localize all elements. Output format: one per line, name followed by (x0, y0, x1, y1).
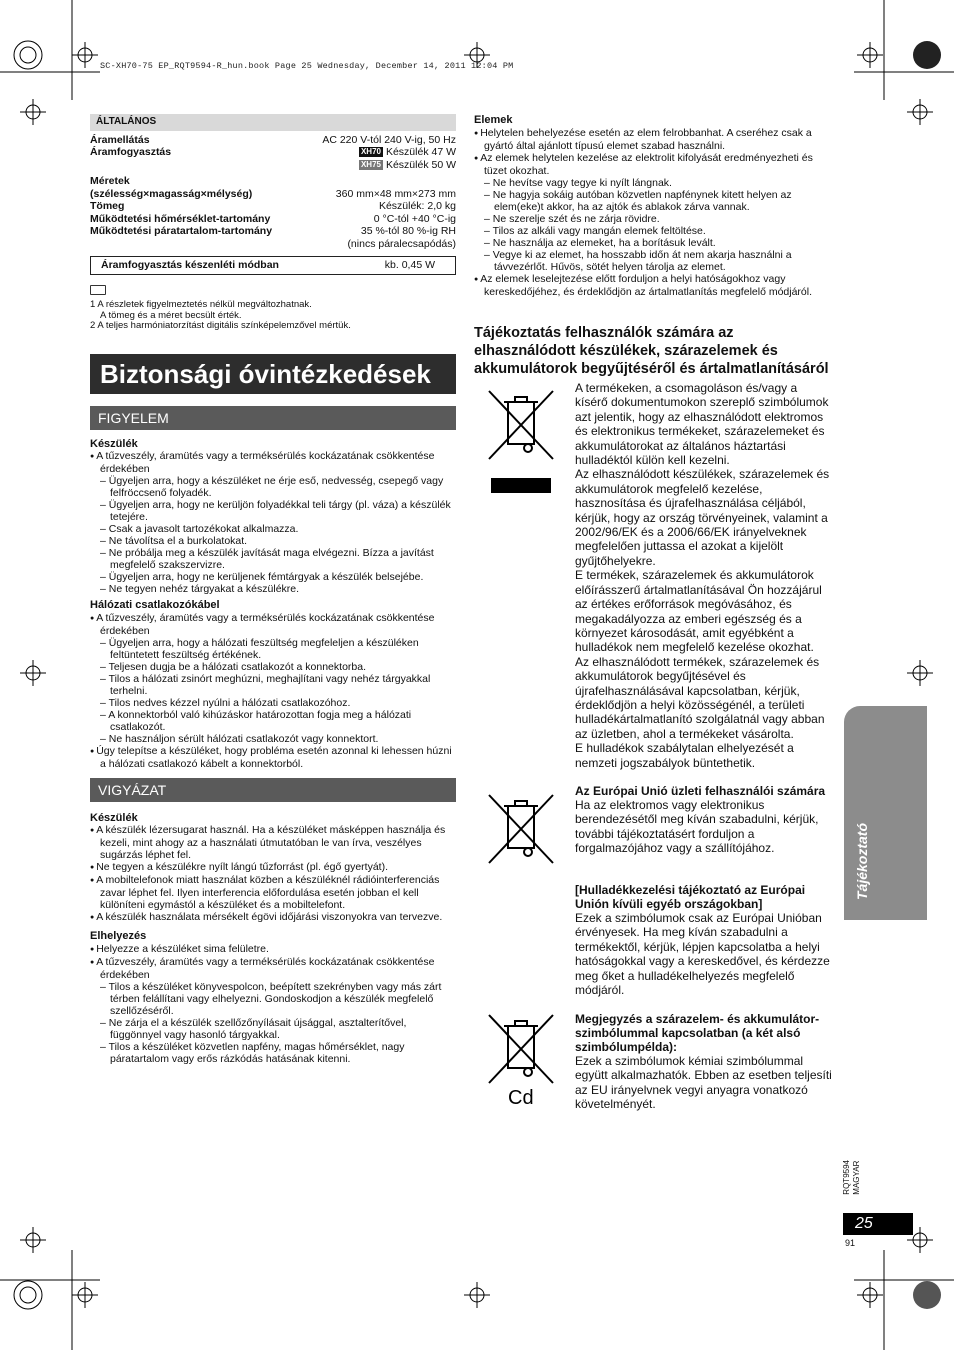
spec-value: 360 mm×48 mm×273 mm (335, 187, 456, 200)
spec-row (90, 238, 456, 251)
dash-item: – Ügyeljen arra, hogy ne kerüljön folyadékkal teli tárgy (pl. váza) a készülék tetejére. (90, 499, 456, 523)
warning-list-cable (90, 612, 456, 770)
caution-list-placement (90, 943, 456, 1065)
left-column (90, 114, 456, 1065)
spec-value: 0 °C-tól +40 °C-ig (373, 212, 456, 225)
dash-item: – Tilos a készüléket könyvespolcon, beépített szekrényben vagy más zárt térben felállítani vagy elhelyezni. Gondoskodjon a készülék megfelelő szellőzéséről. (90, 981, 456, 1017)
spec-row (90, 225, 456, 238)
dash-item: – Tilos a hálózati zsinórt meghúzni, meghajlítani vagy nehéz tárgyakkal terhelni. (90, 673, 456, 697)
spec-notes (90, 285, 456, 332)
dash-item: – Ügyeljen arra, hogy a készüléket ne érje eső, nedvesség, csepegő vagy felfröccsenő folyadék. (90, 475, 456, 499)
subheading: Elhelyezés (90, 930, 147, 942)
bullet-item: ● Úgy telepítse a készüléket, hogy probléma esetén azonnal ki lehessen húzni a hálózati csatlakozó kábelt a konnektorból. (90, 745, 456, 770)
bullet-item: ● Helyezze a készüléket sima felületre. (90, 943, 456, 956)
spec-row-power (90, 146, 456, 171)
book-icon (90, 285, 106, 295)
spec-value: 35 %-tól 80 %-ig RH (360, 225, 456, 237)
spec-value: (nincs páralecsapódás) (347, 237, 456, 250)
dash-item: – Vegye ki az elemet, ha hosszabb időn át nem akarja használni a távvezérlőt. Hűvös, sötét helyen tárolja az elemet. (474, 249, 836, 273)
spec-value-power (359, 146, 456, 171)
side-tab-label: Tájékoztató (854, 822, 870, 900)
dash-item: – Ügyeljen arra, hogy ne kerüljenek fémtárgyak a készülék belsejébe. (90, 571, 456, 583)
note-line: A tömeg és a méret becsült érték. (90, 309, 242, 321)
spec-key: Működtetési páratartalom-tartomány (90, 225, 273, 237)
dash-item: – Teljesen dugja be a hálózati csatlakozót a konnektorba. (90, 661, 456, 673)
spec-row (90, 213, 456, 226)
bullet-item: ● Ne tegyen a készülékre nyílt lángú tűzforrást (pl. égő gyertyát). (90, 861, 456, 874)
dash-item: – Ne tegyen nehéz tárgyakat a készülékre. (90, 583, 456, 595)
xh75-badge: XH75 (360, 159, 381, 169)
block-title: Az Európai Unió üzleti felhasználói számára (575, 784, 826, 798)
dash-item: – Ügyeljen arra, hogy a hálózati feszültség megfeleljen a készüléken feltüntetett feszültség értékének. (90, 637, 456, 661)
note-line: 2 A teljes harmóniatorzítást digitális színképelemzővel mértük. (90, 320, 351, 331)
block-title: [Hulladékkezelési tájékoztató az Európai Unión kívüli egyéb országokban] (575, 883, 806, 911)
crossed-bin-cd-icon (486, 1012, 556, 1112)
non-eu-block (575, 883, 833, 997)
spec-key: Méretek (90, 175, 130, 187)
right-column (474, 114, 836, 378)
bullet-item: ● A tűzveszély, áramütés vagy a terméksérülés kockázatának csökkentése érdekében (90, 612, 456, 637)
dash-item: – Ne hevítse vagy tegye ki nyílt lángnak. (474, 177, 836, 189)
warning-heading: FIGYELEM (90, 406, 456, 430)
eu-business-block (575, 784, 833, 856)
caution-heading: VIGYÁZAT (90, 778, 456, 802)
spec-value: Készülék 50 W (385, 158, 456, 171)
bullet-item: ● A tűzveszély, áramütés vagy a terméksérülés kockázatának csökkentése érdekében (90, 956, 456, 981)
code: RQT9594 (842, 1160, 851, 1195)
warning-list-device (90, 450, 456, 595)
spec-row (90, 175, 456, 188)
spec-key: Működtetési hőmérséklet-tartomány (90, 212, 271, 225)
dash-item: – Csak a javasolt tartozékokat alkalmazza. (90, 523, 456, 535)
block-text: Ezek a szimbólumok kémiai szimbólummal együtt alkalmazhatók. Ebben az esetben teljesíti az EU irányelvnek vegyi anyagra vonatkozó követelményét. (575, 1054, 832, 1112)
battery-symbol-block (575, 1012, 833, 1112)
xh70-badge: XH70 (360, 147, 381, 156)
standby-power-box (90, 256, 456, 275)
spec-row (90, 200, 456, 213)
block-text: Ha az elektromos vagy elektronikus berendezésétől meg kíván szabadulni, kérjük, további tájékoztatásért forduljon a forgalmazójához vagy a szállítójához. (575, 798, 819, 856)
batteries-heading: Elemek (474, 114, 513, 126)
bullet-item: ● Az elemek leselejtezése előtt forduljon a helyi hatóságokhoz vagy kereskedőjéhez, és érdeklődjön az ártalmatlanítás megfelelő módjáról. (474, 273, 836, 298)
spec-row (90, 134, 456, 147)
spec-value: kb. 0,45 W (384, 259, 435, 271)
spec-key: Áramfogyasztás (90, 146, 172, 158)
page-title: Biztonsági óvintézkedések (90, 354, 456, 394)
recycling-text: A termékeken, a csomagoláson és/vagy a kísérő dokumentumokon szereplő szimbólumok azt jelentik, hogy az elhasználódott elektromos és elektronikus termékeket, szárazelemeket és akkumulátorokat az általános háztartási hulladéktól külön kell kezelni. Az elhasználódott készülékek, szárazelemek és akkumulátorok megfelelő kezelése, hasznosítása és újrafelhasználása céljából, kérjük, hogy az ország törvényeinek, valamint a 2002/96/EK és a 2006/66/EK irányelveknek megfelelően juttassa el azokat a kijelölt gyűjtőhelyekre. E termékek, szárazelemek és akkumulátorok előírásszerű ártalmatlanításával Ön hozzájárul az értékes erőforrások megóvásához, és megakadályozza az emberi egészség és a környezet károsodását, amit egyébként a hulladékok nem megfelelő kezelése okozhat. Az elhasználódott termékek, szárazelemek és akkumulátorok begyűjtésével és újrafelhasználásával kapcsolatban, kérjük, érdeklődjön a helyi közösségénél, a területi hulladékártalmatlanító szolgálatnál vagy abban az üzletben, ahol a termékeket vásárolta. E hulladékok szabálytalan elhelyezését a nemzeti jogszabályok büntethetik. (575, 381, 830, 770)
spec-key: (szélesség×magasság×mélység) (90, 187, 253, 200)
dash-item: – Tilos nedves kézzel nyúlni a hálózati csatlakozóhoz. (90, 697, 456, 709)
block-title: Megjegyzés a szárazelem- és akkumulátor-szimbólummal kapcsolatban (a két alsó szimbólumpélda): (575, 1012, 820, 1054)
subheading: Készülék (90, 437, 138, 450)
language: MAGYAR (852, 1160, 861, 1195)
note-line: 1 A részletek figyelmeztetés nélkül megváltozhatnak. (90, 299, 312, 310)
spec-section-title: ÁLTALÁNOS (90, 114, 456, 131)
dash-item: – Tilos az alkáli vagy mangán elemek feltöltése. (474, 225, 836, 237)
dash-item: – Ne próbálja meg a készülék javítását maga elvégezni. Bízza a javítást megfelelő szakszervizre. (90, 547, 456, 571)
underbar (491, 478, 551, 493)
bullet-item: ● Helytelen behelyezése esetén az elem felrobbanhat. A cseréhez csak a gyártó által ajánlott típusú elemet szabad használni. (474, 127, 836, 152)
batteries-list (474, 127, 836, 298)
spec-value: AC 220 V-tól 240 V-ig, 50 Hz (322, 133, 456, 146)
recycling-heading: Tájékoztatás felhasználók számára az elhasználódott készülékek, szárazelemek és akkumulátorok begyűjtéséről és ártalmatlanításáról (474, 324, 829, 377)
dash-item: – Ne szerelje szét és ne zárja rövidre. (474, 213, 836, 225)
dash-item: – Ne távolítsa el a burkolatokat. (90, 535, 456, 547)
bullet-item: ● A készülék használata mérsékelt égövi időjárási viszonyokra van tervezve. (90, 911, 456, 924)
spec-key: Tömeg (90, 200, 125, 212)
subheading: Készülék (90, 811, 138, 824)
dash-item: – A konnektorból való kihúzáskor határozottan fogja meg a hálózati csatlakozót. (90, 709, 456, 733)
cd-label: Cd (508, 1087, 534, 1109)
spec-row (90, 188, 456, 201)
dash-item: – Ne zárja el a készülék szellőzőnyílásait újsággal, asztalterítővel, függönnyel vagy hasonló tárgyakkal. (90, 1017, 456, 1041)
spec-key: Áramellátás (90, 133, 150, 146)
dash-item: – Ne hagyja sokáig autóban közvetlen napfénynek kitett helyen az elem(eke)t akkor, ha az ajtók és ablakok zárva vannak. (474, 189, 836, 213)
bullet-item: ● A tűzveszély, áramütés vagy a terméksérülés kockázatának csökkentése érdekében (90, 450, 456, 475)
file-header: SC-XH70-75 EP_RQT9594-R_hun.book Page 25 Wednesday, December 14, 2011 12:04 PM (100, 61, 514, 71)
crossed-bin-icon (486, 388, 556, 462)
block-text: Ezek a szimbólumok csak az Európai Unióban érvényesek. Ha meg kíván szabadulni a termékektől, kérjük, lépjen kapcsolatba a helyi hatóságokkal vagy a kereskedővel, és kérdezze meg őket a hulladékelhelyezés megfelelő módjáról. (575, 911, 830, 998)
caution-list-device (90, 824, 456, 924)
sub-page-number: 91 (845, 1238, 856, 1248)
dash-item: – Ne használjon sérült hálózati csatlakozót vagy konnektort. (90, 733, 456, 745)
spec-value: Készülék 47 W (385, 146, 456, 158)
page-number: 25 (843, 1213, 913, 1235)
spec-value: Készülék: 2,0 kg (378, 200, 456, 212)
document-code (842, 1160, 862, 1195)
bullet-item: ● Az elemek helytelen kezelése az elektrolit kifolyását eredményezheti és tüzet okozhat. (474, 152, 836, 177)
subheading: Hálózati csatlakozókábel (90, 599, 220, 611)
crossed-bin-icon (486, 792, 556, 866)
bullet-item: ● A készülék lézersugarat használ. Ha a készüléket másképpen használja és kezeli, mint ahogy az a használati útmutatóban le van írva, veszélyes sugárzás léphet fel. (90, 824, 456, 861)
spec-key: Áramfogyasztás készenléti módban (101, 259, 279, 271)
dash-item: – Tilos a készüléket közvetlen napfény, magas hőmérséklet, nagy páratartalom vagy erős rázkódás hatásának kitenni. (90, 1041, 456, 1065)
bullet-item: ● A mobiltelefonok miatt használat közben a készüléknél rádióinterferenciás zavar léphet fel. Ilyen interferencia előfordulása esetén jobban el kell különíteni egymástól a készüléket és a mobiltelefont. (90, 874, 456, 911)
dash-item: – Ne használja az elemeket, ha a borításuk levált. (474, 237, 836, 249)
